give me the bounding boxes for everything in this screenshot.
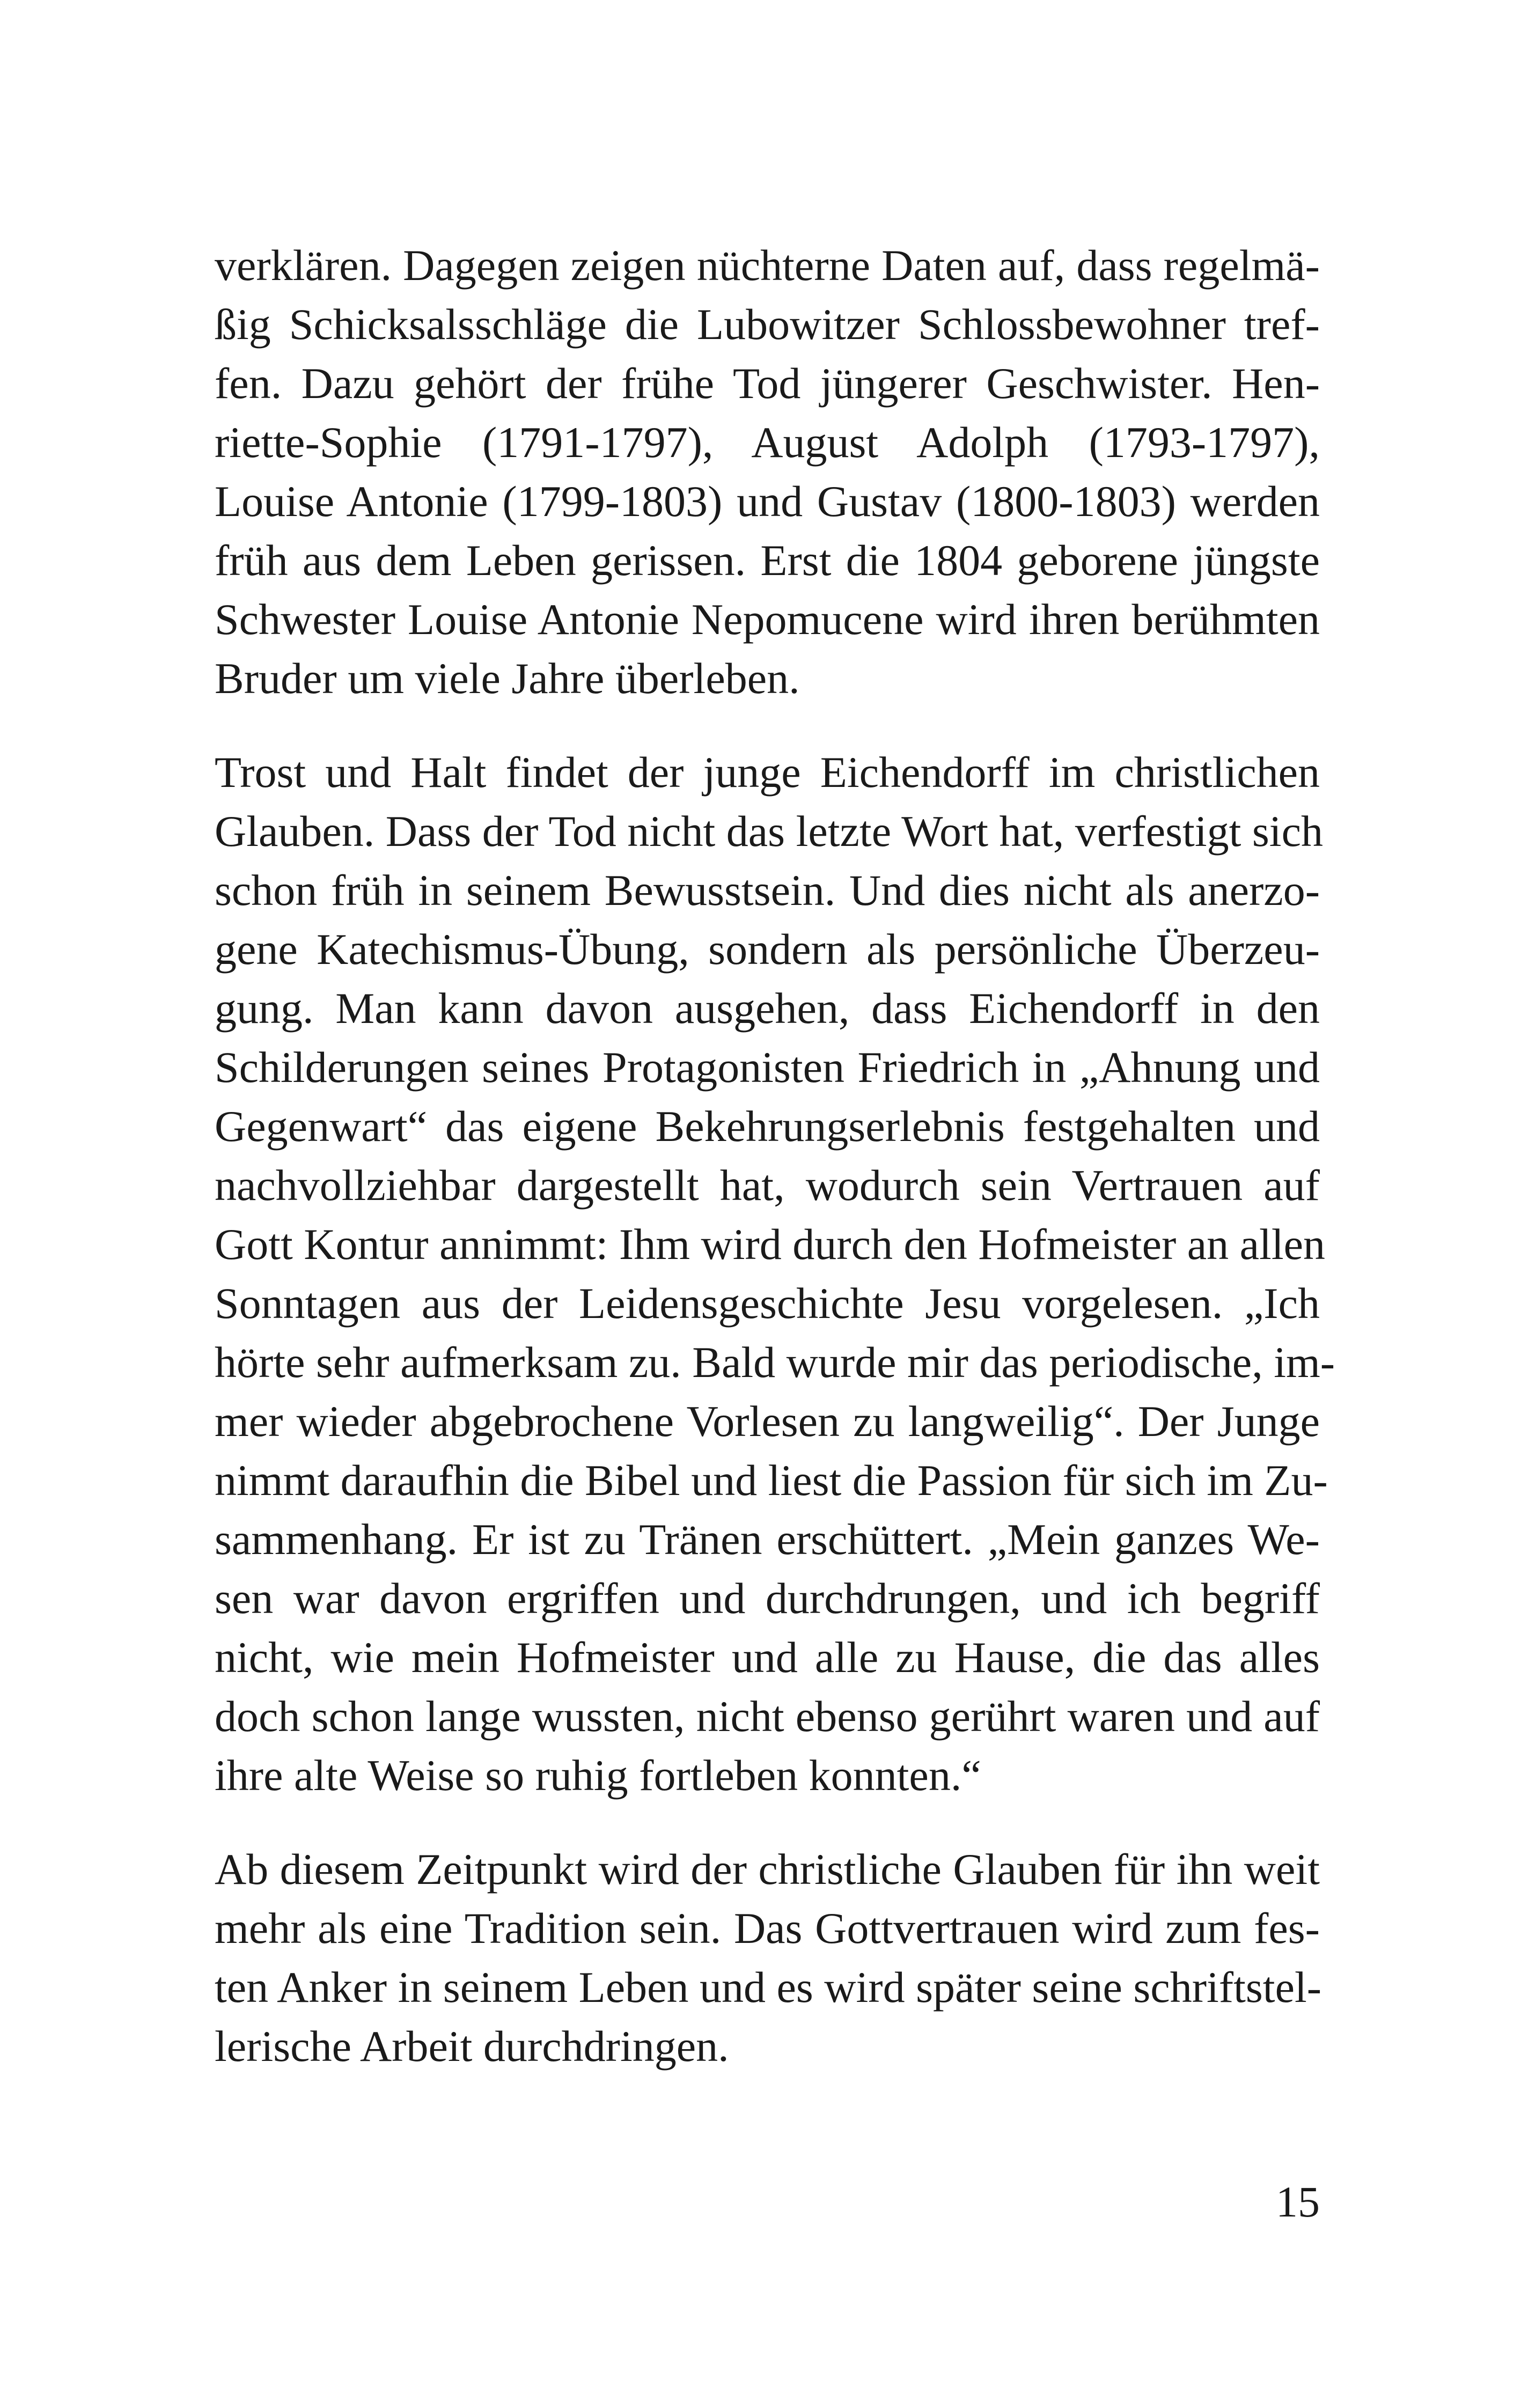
- text-line: gene Katechismus-Übung, sondern als persönliche Überzeu-: [215, 925, 1320, 974]
- text-line: doch schon lange wussten, nicht ebenso gerührt waren und auf: [215, 1692, 1320, 1741]
- text-line: Ab diesem Zeitpunkt wird der christliche Glauben für ihn weit: [215, 1845, 1320, 1894]
- text-line: nicht, wie mein Hofmeister und alle zu Hause, die das alles: [215, 1633, 1320, 1682]
- text-line: hörte sehr aufmerksam zu. Bald wurde mir das periodische, im-: [215, 1338, 1335, 1387]
- text-line: mer wieder abgebrochene Vorlesen zu langweilig“. Der Junge: [215, 1397, 1320, 1446]
- text-line: fen. Dazu gehört der frühe Tod jüngerer Geschwister. Hen-: [215, 359, 1320, 408]
- text-line: Gegenwart“ das eigene Bekehrungserlebnis festgehalten und: [215, 1102, 1320, 1151]
- text-line: früh aus dem Leben gerissen. Erst die 1804 geborene jüngste: [215, 536, 1320, 585]
- text-line: ten Anker in seinem Leben und es wird später seine schriftstel-: [215, 1963, 1322, 2012]
- text-line: lerische Arbeit durchdringen.: [215, 2022, 729, 2071]
- text-line: verklären. Dagegen zeigen nüchterne Daten auf, dass regelmä-: [215, 241, 1320, 290]
- text-line: riette-Sophie (1791-1797), August Adolph (1793-1797),: [215, 418, 1320, 467]
- text-line: Gott Kontur annimmt: Ihm wird durch den Hofmeister an allen: [215, 1220, 1326, 1269]
- text-line: gung. Man kann davon ausgehen, dass Eichendorff in den: [215, 984, 1320, 1033]
- text-line: schon früh in seinem Bewusstsein. Und dies nicht als anerzo-: [215, 866, 1320, 915]
- text-line: sen war davon ergriffen und durchdrungen, und ich begriff: [215, 1574, 1320, 1623]
- text-line: Sonntagen aus der Leidensgeschichte Jesu vorgelesen. „Ich: [215, 1279, 1320, 1328]
- text-line: mehr als eine Tradition sein. Das Gottvertrauen wird zum fes-: [215, 1904, 1320, 1953]
- text-line: Trost und Halt findet der junge Eichendorff im christlichen: [215, 748, 1320, 797]
- text-line: nachvollziehbar dargestellt hat, wodurch sein Vertrauen auf: [215, 1161, 1320, 1210]
- text-line: ihre alte Weise so ruhig fortleben konnten.“: [215, 1751, 981, 1800]
- text-line: Bruder um viele Jahre überleben.: [215, 654, 800, 703]
- text-line: nimmt daraufhin die Bibel und liest die Passion für sich im Zu-: [215, 1456, 1328, 1505]
- text-line: sammenhang. Er ist zu Tränen erschüttert. „Mein ganzes We-: [215, 1515, 1320, 1564]
- text-line: Glauben. Dass der Tod nicht das letzte Wort hat, verfestigt sich: [215, 807, 1323, 856]
- text-line: Louise Antonie (1799-1803) und Gustav (1800-1803) werden: [215, 477, 1320, 526]
- text-line: Schilderungen seines Protagonisten Friedrich in „Ahnung und: [215, 1043, 1320, 1092]
- page-number: 15: [1276, 2177, 1320, 2226]
- text-line: Schwester Louise Antonie Nepomucene wird ihren berühmten: [215, 595, 1320, 644]
- text-line: ßig Schicksalsschläge die Lubowitzer Schlossbewohner tref-: [215, 300, 1320, 349]
